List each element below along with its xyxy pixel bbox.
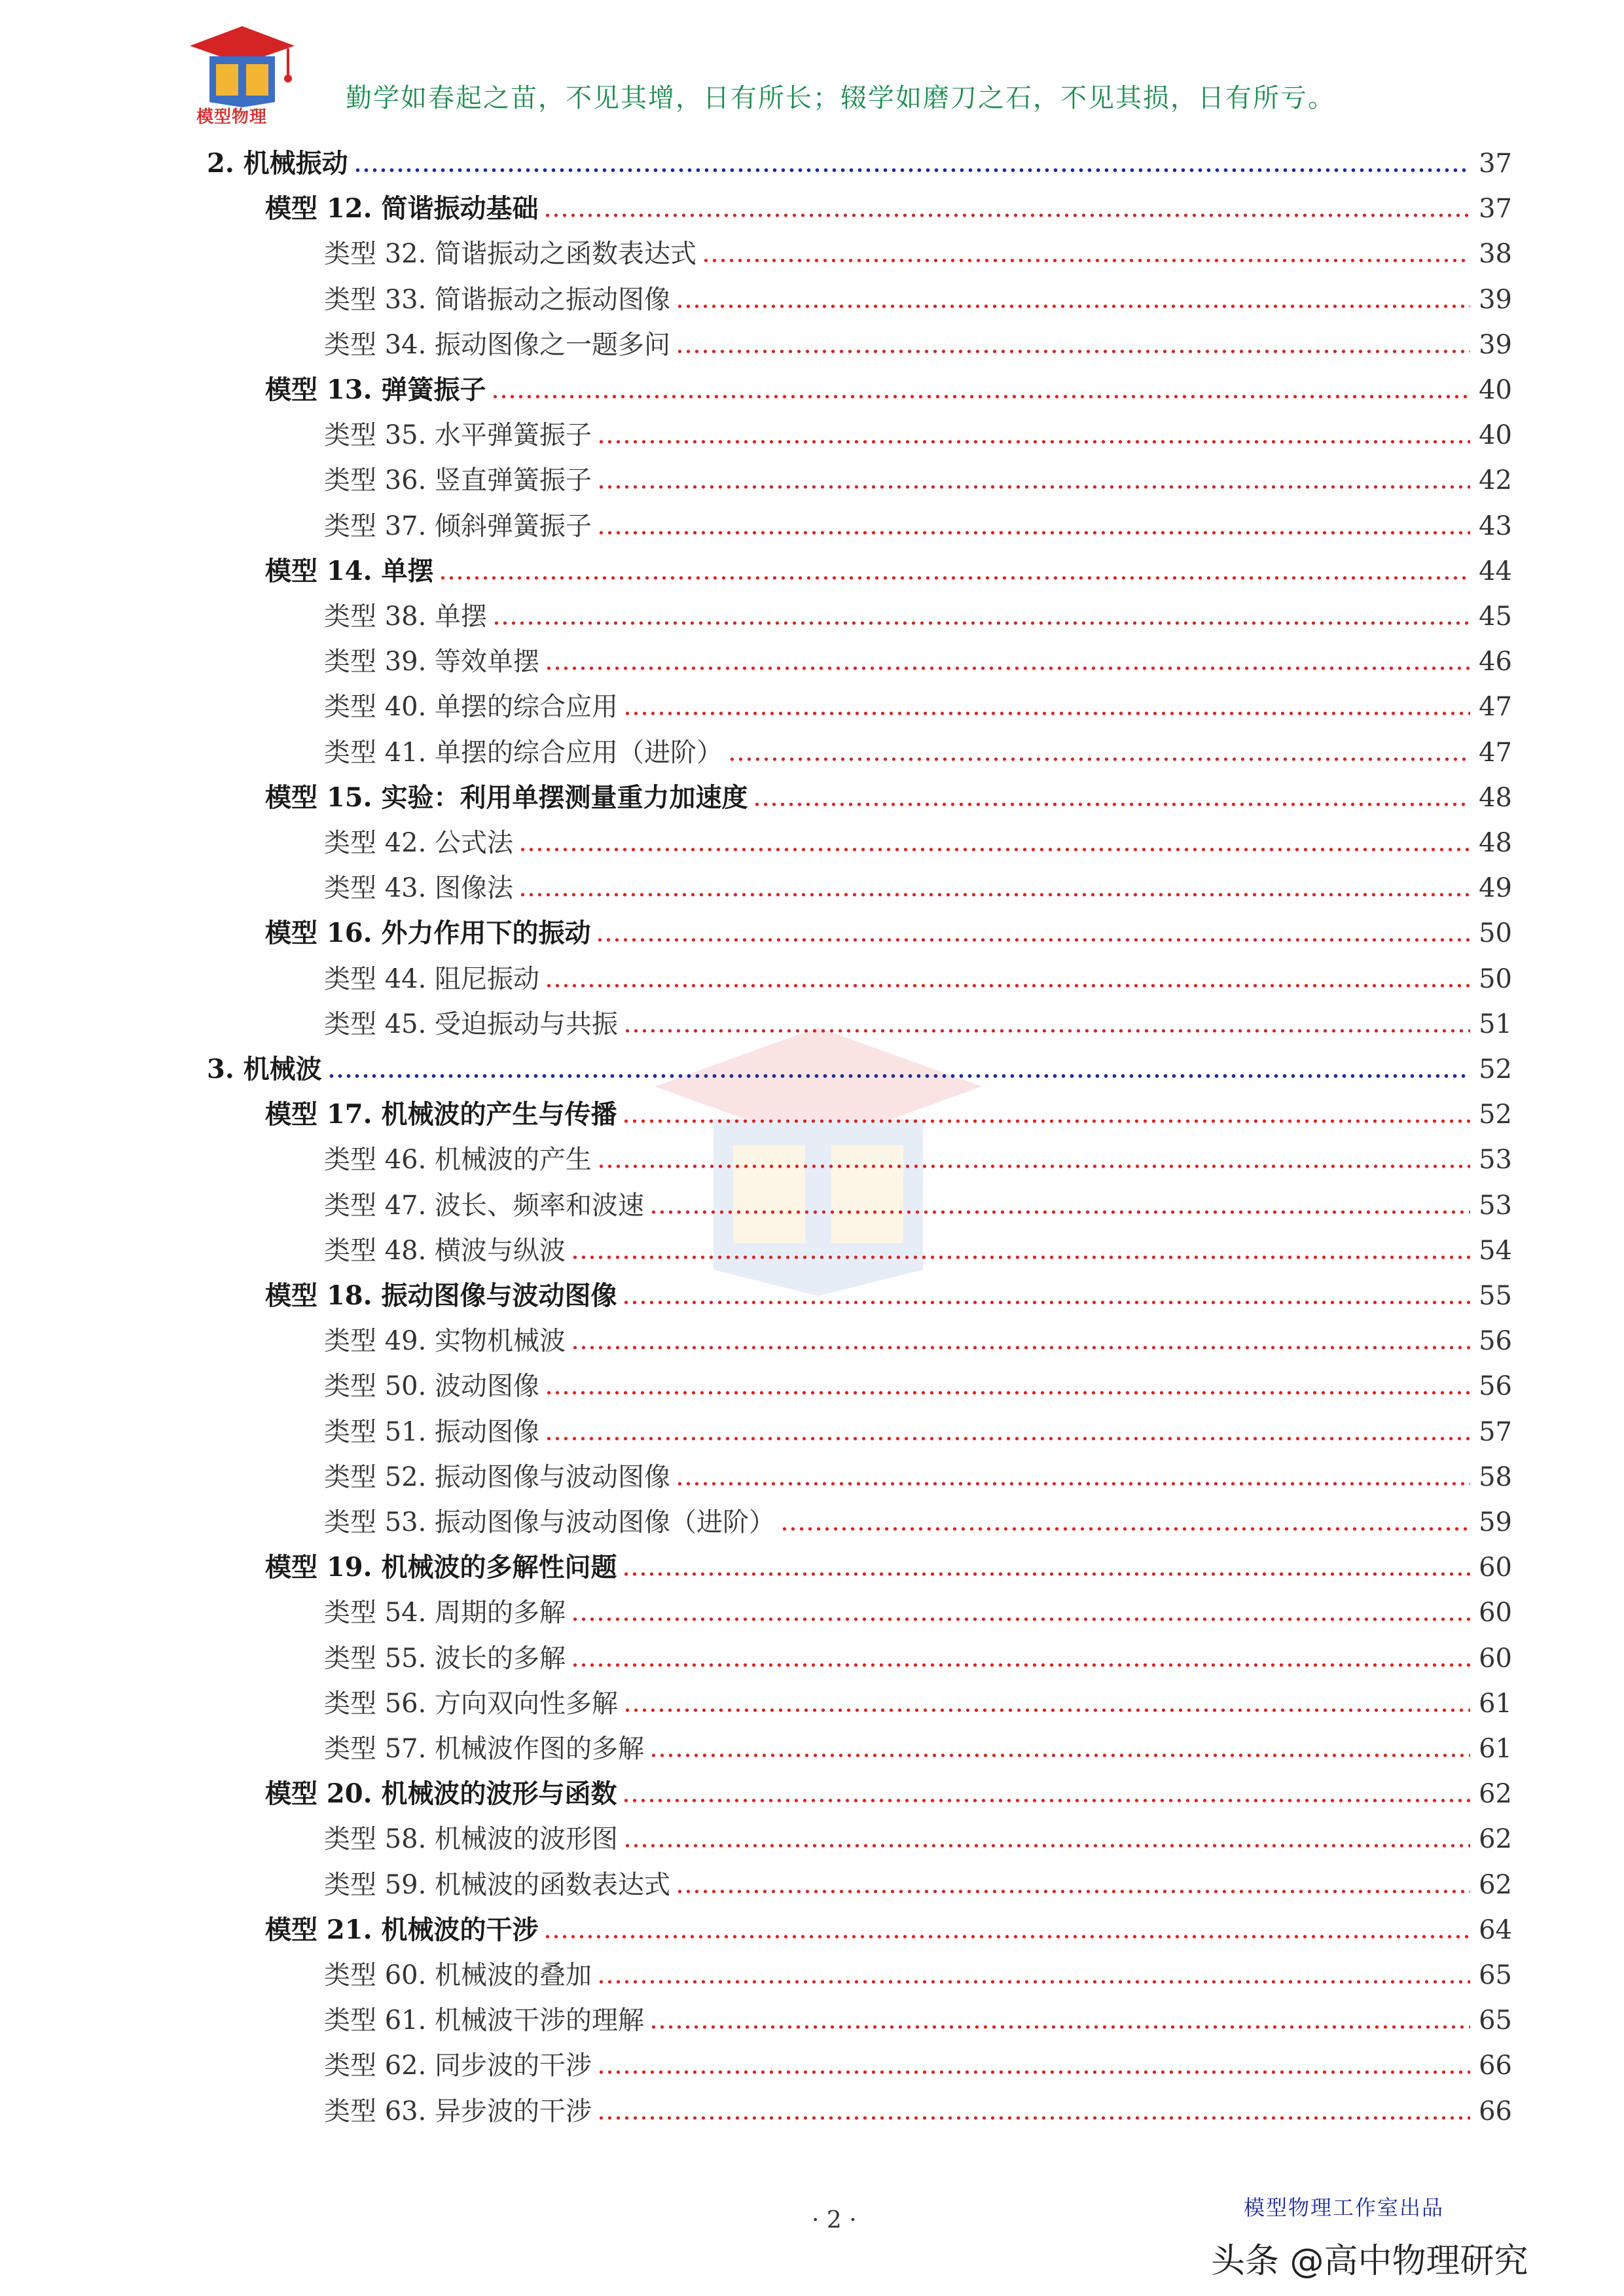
- toc-dot-leader: [571, 1345, 1470, 1350]
- toc-entry-page: 39: [1479, 329, 1512, 360]
- toc-entry-label: 模型 17. 机械波的产生与传播: [265, 1099, 617, 1130]
- toc-entry-label: 模型 13. 弹簧振子: [265, 374, 486, 405]
- toc-entry-level-1[interactable]: [207, 145, 1512, 182]
- toc-entry-page: 47: [1479, 737, 1512, 768]
- toc-entry-level-3[interactable]: [324, 1685, 1512, 1722]
- toc-dot-leader: [492, 620, 1470, 626]
- toc-entry-page: 40: [1479, 375, 1512, 405]
- toc-entry-page: 50: [1479, 918, 1512, 949]
- toc-entry-label: 模型 21. 机械波的干涉: [265, 1914, 539, 1945]
- toc-entry-label: 类型 52. 振动图像与波动图像: [324, 1462, 671, 1492]
- toc-entry-page: 60: [1479, 1643, 1512, 1674]
- toc-entry-level-3[interactable]: [324, 1141, 1512, 1178]
- toc-dot-leader: [753, 802, 1470, 807]
- toc-dot-leader: [623, 1708, 1470, 1713]
- toc-entry-label: 类型 47. 波长、频率和波速: [324, 1190, 645, 1221]
- toc-entry-page: 53: [1479, 1190, 1512, 1221]
- toc-entry-label: 模型 19. 机械波的多解性问题: [265, 1552, 617, 1583]
- toc-entry-level-3[interactable]: [324, 2047, 1512, 2084]
- toc-entry-label: 类型 46. 机械波的产生: [324, 1145, 592, 1175]
- toc-entry-label: 类型 41. 单摆的综合应用（进阶）: [324, 737, 723, 768]
- toc-entry-level-3[interactable]: [324, 1867, 1512, 1903]
- toc-dot-leader: [597, 484, 1470, 490]
- toc-dot-leader: [676, 1481, 1470, 1486]
- toc-entry-level-2[interactable]: [265, 1278, 1512, 1314]
- toc-entry-label: 类型 55. 波长的多解: [324, 1643, 566, 1674]
- toc-entry-level-3[interactable]: [324, 1187, 1512, 1224]
- footer-credit: 模型物理工作室出品: [1244, 2195, 1445, 2220]
- toc-dot-leader: [518, 847, 1470, 852]
- toc-entry-level-3[interactable]: [324, 598, 1512, 635]
- toc-entry-label: 类型 51. 振动图像: [324, 1416, 540, 1447]
- toc-dot-leader: [518, 892, 1470, 897]
- toc-entry-level-2[interactable]: [265, 915, 1512, 952]
- toc-dot-leader: [702, 258, 1470, 263]
- toc-entry-label: 类型 45. 受迫振动与共振: [324, 1009, 619, 1039]
- toc-entry-label: 类型 61. 机械波干涉的理解: [324, 2005, 645, 2036]
- toc-entry-level-3[interactable]: [324, 1640, 1512, 1677]
- toc-dot-leader: [623, 1843, 1470, 1848]
- toc-entry-page: 56: [1479, 1326, 1512, 1357]
- toc-entry-page: 42: [1479, 465, 1512, 496]
- toc-entry-label: 类型 36. 竖直弹簧振子: [324, 465, 592, 496]
- toc-dot-leader: [571, 1255, 1470, 1260]
- toc-entry-level-3[interactable]: [324, 643, 1512, 680]
- toc-entry-page: 52: [1479, 1100, 1512, 1130]
- toc-entry-level-3[interactable]: [324, 1006, 1512, 1043]
- toc-dot-leader: [439, 575, 1470, 581]
- toc-entry-level-3[interactable]: [324, 1821, 1512, 1857]
- toc-entry-level-3[interactable]: [324, 1504, 1512, 1541]
- toc-dot-leader: [327, 1073, 1470, 1079]
- toc-dot-leader: [597, 1979, 1470, 1984]
- toc-entry-page: 61: [1479, 1688, 1512, 1719]
- toc-entry-label: 类型 54. 周期的多解: [324, 1598, 566, 1628]
- toc-entry-label: 模型 16. 外力作用下的振动: [265, 918, 591, 949]
- toc-entry-label: 类型 39. 等效单摆: [324, 647, 540, 677]
- toc-entry-level-2[interactable]: [265, 553, 1512, 590]
- toc-entry-label: 模型 18. 振动图像与波动图像: [265, 1280, 617, 1311]
- page-number: · 2 ·: [812, 2207, 857, 2234]
- toc-entry-label: 类型 60. 机械波的叠加: [324, 1960, 592, 1990]
- toc-dot-leader: [676, 1889, 1470, 1894]
- toc-entry-label: 类型 44. 阻尼振动: [324, 963, 540, 994]
- toc-entry-label: 2. 机械振动: [207, 148, 348, 179]
- toc-entry-page: 46: [1479, 647, 1512, 677]
- toc-dot-leader: [571, 1662, 1470, 1668]
- toc-dot-leader: [676, 349, 1470, 354]
- toc-dot-leader: [597, 2070, 1470, 2075]
- toc-entry-page: 65: [1479, 1960, 1512, 1990]
- toc-dot-leader: [571, 1617, 1470, 1622]
- toc-dot-leader: [649, 1753, 1470, 1758]
- toc-entry-page: 59: [1479, 1507, 1512, 1537]
- toc-entry-label: 3. 机械波: [207, 1054, 322, 1085]
- toc-entry-level-3[interactable]: [324, 236, 1512, 272]
- toc-entry-level-3[interactable]: [324, 1957, 1512, 1994]
- toc-entry-page: 45: [1479, 601, 1512, 632]
- toc-entry-level-1[interactable]: [207, 1051, 1512, 1088]
- toc-entry-level-3[interactable]: [324, 870, 1512, 906]
- toc-dot-leader: [649, 1210, 1470, 1215]
- toc-entry-label: 类型 37. 倾斜弹簧振子: [324, 511, 592, 541]
- toc-entry-page: 47: [1479, 692, 1512, 723]
- toc-entry-page: 61: [1479, 1734, 1512, 1764]
- toc-dot-leader: [622, 1300, 1470, 1305]
- toc-entry-page: 54: [1479, 1235, 1512, 1266]
- toc-entry-page: 66: [1479, 2096, 1512, 2126]
- toc-entry-page: 64: [1479, 1914, 1512, 1945]
- toc-dot-leader: [543, 1934, 1470, 1939]
- toc-entry-page: 49: [1479, 873, 1512, 904]
- toc-entry-page: 40: [1479, 420, 1512, 451]
- toc-entry-label: 类型 63. 异步波的干涉: [324, 2096, 592, 2126]
- toc-entry-label: 模型 20. 机械波的波形与函数: [265, 1778, 617, 1810]
- toc-dot-leader: [780, 1526, 1470, 1532]
- toc-dot-leader: [353, 168, 1470, 173]
- toc-dot-leader: [622, 1119, 1470, 1124]
- toc-entry-label: 类型 42. 公式法: [324, 828, 514, 858]
- toc-entry-level-3[interactable]: [324, 1731, 1512, 1767]
- toc-entry-label: 类型 62. 同步波的干涉: [324, 2051, 592, 2081]
- toc-entry-level-3[interactable]: [324, 1323, 1512, 1359]
- toc-entry-level-3[interactable]: [324, 2093, 1512, 2130]
- toc-entry-level-3[interactable]: [324, 825, 1512, 861]
- toc-entry-label: 类型 32. 简谐振动之函数表达式: [324, 239, 697, 270]
- toc-entry-page: 52: [1479, 1054, 1512, 1085]
- toc-dot-leader: [622, 1798, 1470, 1803]
- toc-entry-label: 类型 34. 振动图像之一题多问: [324, 329, 671, 360]
- toc-entry-page: 62: [1479, 1824, 1512, 1855]
- toc-entry-label: 类型 57. 机械波作图的多解: [324, 1734, 645, 1764]
- toc-entry-level-2[interactable]: [265, 1096, 1512, 1133]
- toc-dot-leader: [545, 983, 1470, 988]
- toc-entry-page: 50: [1479, 963, 1512, 994]
- toc-entry-page: 37: [1479, 149, 1512, 179]
- toc-dot-leader: [623, 1028, 1470, 1033]
- toc-dot-leader: [543, 213, 1470, 218]
- toc-entry-level-3[interactable]: [324, 734, 1512, 771]
- toc-entry-page: 57: [1479, 1416, 1512, 1447]
- toc-dot-leader: [728, 757, 1470, 762]
- toc-entry-label: 模型 12. 简谐振动基础: [265, 193, 539, 224]
- footer-source-watermark: 头条 @高中物理研究: [1211, 2242, 1528, 2281]
- toc-entry-label: 类型 58. 机械波的波形图: [324, 1824, 619, 1855]
- toc-dot-leader: [597, 439, 1470, 444]
- toc-entry-level-2[interactable]: [265, 1912, 1512, 1948]
- toc-dot-leader: [597, 530, 1470, 535]
- toc-entry-level-2[interactable]: [265, 1549, 1512, 1586]
- toc-entry-level-3[interactable]: [324, 508, 1512, 545]
- toc-entry-page: 37: [1479, 194, 1512, 224]
- toc-entry-page: 58: [1479, 1462, 1512, 1492]
- toc-entry-page: 44: [1479, 556, 1512, 586]
- toc-dot-leader: [623, 711, 1470, 716]
- header-motto: 勤学如春起之苗，不见其增，日有所长；辍学如磨刀之石，不见其损，日有所亏。: [346, 83, 1335, 113]
- toc-dot-leader: [597, 1164, 1470, 1169]
- toc-entry-level-3[interactable]: [324, 2002, 1512, 2039]
- toc-entry-level-2[interactable]: [265, 1776, 1512, 1812]
- toc-entry-label: 类型 38. 单摆: [324, 601, 488, 632]
- toc-entry-level-2[interactable]: [265, 372, 1512, 408]
- toc-entry-page: 48: [1479, 782, 1512, 813]
- toc-entry-level-3[interactable]: [324, 1594, 1512, 1631]
- toc-dot-leader: [676, 304, 1470, 309]
- toc-dot-leader: [491, 394, 1470, 399]
- toc-entry-page: 51: [1479, 1009, 1512, 1039]
- toc-entry-page: 60: [1479, 1598, 1512, 1628]
- toc-entry-label: 类型 40. 单摆的综合应用: [324, 692, 619, 723]
- toc-entry-page: 56: [1479, 1371, 1512, 1402]
- logo-text: 模型物理: [196, 107, 268, 127]
- toc-entry-page: 38: [1479, 239, 1512, 270]
- toc-entry-level-3[interactable]: [324, 462, 1512, 499]
- toc-entry-level-2[interactable]: [265, 190, 1512, 227]
- toc-entry-label: 类型 49. 实物机械波: [324, 1326, 566, 1357]
- toc-entry-level-3[interactable]: [324, 417, 1512, 454]
- toc-entry-label: 类型 43. 图像法: [324, 873, 514, 904]
- toc-entry-page: 66: [1479, 2051, 1512, 2081]
- toc-entry-label: 类型 50. 波动图像: [324, 1371, 540, 1402]
- toc-entry-page: 55: [1479, 1281, 1512, 1311]
- toc-entry-page: 43: [1479, 511, 1512, 541]
- toc-entry-level-3[interactable]: [324, 1232, 1512, 1269]
- toc-entry-page: 62: [1479, 1869, 1512, 1900]
- toc-entry-label: 类型 48. 横波与纵波: [324, 1235, 566, 1266]
- toc-entry-level-2[interactable]: [265, 780, 1512, 816]
- toc-entry-level-3[interactable]: [324, 281, 1512, 318]
- toc-entry-label: 类型 56. 方向双向性多解: [324, 1688, 619, 1719]
- toc-entry-level-3[interactable]: [324, 1459, 1512, 1496]
- toc-entry-label: 类型 59. 机械波的函数表达式: [324, 1869, 671, 1900]
- toc-entry-label: 模型 14. 单摆: [265, 555, 434, 586]
- toc-entry-label: 类型 33. 简谐振动之振动图像: [324, 284, 671, 315]
- toc-dot-leader: [545, 666, 1470, 671]
- toc-entry-page: 53: [1479, 1145, 1512, 1175]
- toc-entry-label: 模型 15. 实验：利用单摆测量重力加速度: [265, 781, 748, 813]
- toc-dot-leader: [545, 1390, 1470, 1395]
- toc-entry-page: 62: [1479, 1779, 1512, 1810]
- toc-dot-leader: [649, 2024, 1470, 2030]
- toc-entry-level-3[interactable]: [324, 689, 1512, 725]
- toc-entry-page: 39: [1479, 284, 1512, 315]
- toc-entry-page: 60: [1479, 1552, 1512, 1583]
- toc-dot-leader: [622, 1571, 1470, 1577]
- toc-entry-level-3[interactable]: [324, 1414, 1512, 1450]
- toc-entry-level-3[interactable]: [324, 327, 1512, 363]
- toc-entry-label: 类型 35. 水平弹簧振子: [324, 420, 592, 451]
- toc-entry-page: 48: [1479, 828, 1512, 858]
- toc-entry-level-3[interactable]: [324, 1368, 1512, 1405]
- toc-dot-leader: [596, 937, 1470, 942]
- toc-entry-level-3[interactable]: [324, 961, 1512, 997]
- toc-entry-label: 类型 53. 振动图像与波动图像（进阶）: [324, 1507, 776, 1537]
- toc-dot-leader: [545, 1436, 1470, 1441]
- toc-entry-page: 65: [1479, 2005, 1512, 2036]
- toc-dot-leader: [597, 2115, 1470, 2121]
